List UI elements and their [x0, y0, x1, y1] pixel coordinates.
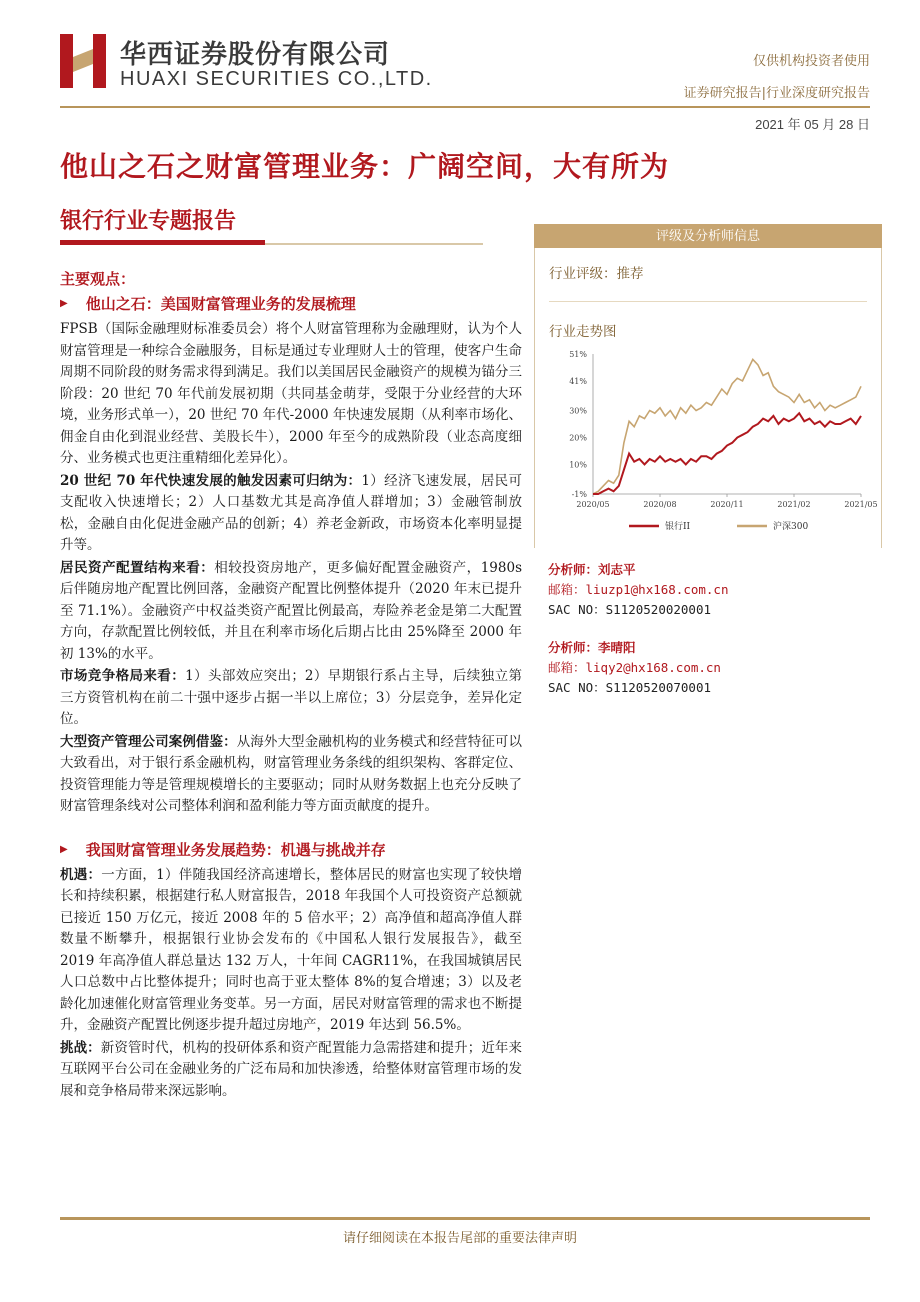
paragraph	[60, 666, 522, 731]
paragraph-body: 从海外大型金融机构的业务模式和经营特征可以大致看出，对于银行系金融机构，财富管理业务条线的组织架构、客群定位、投资管理能力等是管理规模增长的主要驱动；同时从财务数据上也充分反映了财富管理条线对公司整体利润和盈利能力等方面贡献度的提升。	[60, 733, 523, 814]
analyst-sac: SAC NO：S1120520020001	[548, 602, 712, 617]
sidebar-title: 评级及分析师信息	[534, 224, 882, 248]
section-heading-1	[60, 293, 522, 314]
trend-chart	[549, 344, 878, 544]
huaxi-logo-icon	[60, 34, 106, 88]
company-name-cn: 华西证券股份有限公司	[120, 40, 391, 70]
report-date: 2021 年 05 月 28 日	[755, 117, 870, 132]
y-tick-label: -1%	[571, 490, 587, 499]
subtitle-underline-light	[265, 243, 483, 245]
paragraph: FPSB（国际金融理财标准委员会）将个人财富管理称为金融理财，认为个人财富管理是一种综合金融服务，目标是通过专业理财人士的管理，使客户生命周期不同阶段的财务需求得到满足。我们以美国居民金融资产的规模为锚分三阶段：20 世纪 70 年代前发展初期（共同基金萌芽，受限于分业经营的大环境，业务形式单一），20 世纪 70 年代-2000 年快速发展期（从利率市场化、佣金自由化到混业经营、美股长牛），2000 年至今的成熟阶段（业态高度细分、业务模式也更注重精细化差异化）。	[60, 321, 522, 466]
key-points-label: 主要观点：	[60, 270, 136, 288]
x-tick-label: 2020/05	[576, 500, 610, 509]
paragraph	[60, 732, 522, 818]
analyst-email: 邮箱：liuzp1@hx168.com.cn	[548, 582, 729, 597]
paragraph	[60, 1038, 522, 1103]
legend-label: 沪深300	[773, 522, 809, 532]
series-line	[593, 359, 861, 494]
analyst-sac: SAC NO：S1120520070001	[548, 680, 712, 695]
paragraph-body: 新资管时代，机构的投研体系和资产配置能力急需搭建和提升；近年来互联网平台公司在金融业务的广泛布局和加快渗透，给整体财富管理市场的发展和竞争格局带来深远影响。	[60, 1039, 523, 1099]
analyst-name: 分析师：刘志平	[548, 562, 636, 577]
y-tick-label: 10%	[569, 460, 587, 470]
triangle-bullet-icon: ▶	[60, 298, 68, 309]
analyst-card	[548, 638, 882, 698]
subtitle-underline	[60, 240, 265, 245]
report-title: 他山之石之财富管理业务：广阔空间，大有所为	[60, 150, 670, 183]
y-tick-label: 51%	[569, 350, 587, 359]
industry-rating: 行业评级：推荐	[549, 248, 867, 302]
paragraph-lead: 机遇：	[60, 866, 102, 883]
main-content	[60, 262, 522, 1103]
analyst-name: 分析师：李晴阳	[548, 640, 636, 655]
x-tick-label: 2020/11	[710, 500, 744, 509]
paragraph-body: 1）经济飞速发展，居民可支配收入快速增长；2）人口基数尤其是高净值人群增加；3）金融管制放松，金融自由化促进金融产品的创新；4）养老金新政，市场资本化率明显提升等。	[60, 472, 522, 553]
x-tick-label: 2021/05	[844, 500, 878, 509]
section-heading-2	[60, 839, 522, 860]
report-header	[0, 0, 920, 132]
paragraph-lead: 20 世纪 70 年代快速发展的触发因素可归纳为：	[60, 472, 362, 489]
y-tick-label: 30%	[569, 406, 587, 416]
sidebar	[534, 224, 882, 716]
paragraph-lead: 挑战：	[60, 1039, 101, 1056]
analyst-email: 邮箱：liqy2@hx168.com.cn	[548, 660, 721, 675]
report-type-tag: 证券研究报告|行业深度研究报告	[683, 86, 870, 101]
paragraph	[60, 558, 522, 666]
triangle-bullet-icon: ▶	[60, 843, 68, 855]
paragraph-lead: 市场竞争格局来看：	[60, 668, 186, 684]
legal-notice: 请仔细阅读在本报告尾部的重要法律声明	[342, 1231, 577, 1246]
analyst-card	[548, 560, 882, 620]
paragraph	[60, 865, 522, 1037]
section-heading-text: 他山之石：美国财富管理业务的发展梳理	[85, 295, 356, 313]
sidebar-box	[534, 248, 882, 548]
y-tick-label: 20%	[569, 433, 587, 443]
paragraph-body: 1）头部效应突出；2）早期银行系占主导，后续独立第三方资管机构在前二十强中逐步占据一半以上席位；3）分层竞争，差异化定位。	[60, 668, 522, 727]
paragraph-lead: 居民资产配置结构来看：	[60, 559, 215, 576]
company-name-en: HUAXI SECURITIES CO.,LTD.	[120, 68, 433, 90]
header-divider	[60, 106, 870, 108]
x-tick-label: 2020/08	[643, 500, 677, 509]
paragraph-body: 一方面，1）伴随我国经济高速增长，整体居民的财富也实现了较快增长和持续积累，根据建行私人财富报告，2018 年我国个人可投资资产总额就已接近 150 万亿元，接近 2008 年的 5 倍水平；2）高净值和超高净值人群数量不断攀升，根据银行业协会发布的《中国私人银行发展报告》，截至 2019 年高净值人群总量达 132 万人，十年间 CAGR11%，在我国城镇居民人口总数中占比整体提升；同时也高于亚太整体 8%的复合增速；3）以及老龄化加速催化财富管理业务变革。另一方面，居民对财富管理的需求也不断提升，金融资产配置比例逐步提升超过房地产，2019 年达到 56.5%。	[60, 866, 522, 1033]
x-tick-label: 2021/02	[777, 500, 811, 509]
paragraph	[60, 471, 522, 557]
report-subtitle: 银行行业专题报告	[60, 208, 237, 234]
paragraph-body: 相较投资房地产，更多偏好配置金融资产，1980s 后伴随房地产配置比例回落，金融资产配置比例整体提升（2020 年末已提升至 71.1%）。金融资产中权益类资产配置比例最高，寿险养老金是第二大配置方向，存款配置比例较低，并且在利率市场化后期占比由 25%降至 2000 年初 13%的水平。	[60, 559, 522, 662]
audience-tag: 仅供机构投资者使用	[752, 54, 870, 69]
legend-label: 银行II	[665, 522, 691, 532]
paragraph-lead: 大型资产管理公司案例借鉴：	[60, 733, 237, 750]
y-tick-label: 41%	[569, 376, 587, 386]
section-heading-text: 我国财富管理业务发展趋势：机遇与挑战并存	[85, 840, 386, 859]
footer-divider	[60, 1217, 870, 1220]
trend-chart-label: 行业走势图	[549, 324, 617, 340]
analyst-list	[534, 548, 882, 698]
